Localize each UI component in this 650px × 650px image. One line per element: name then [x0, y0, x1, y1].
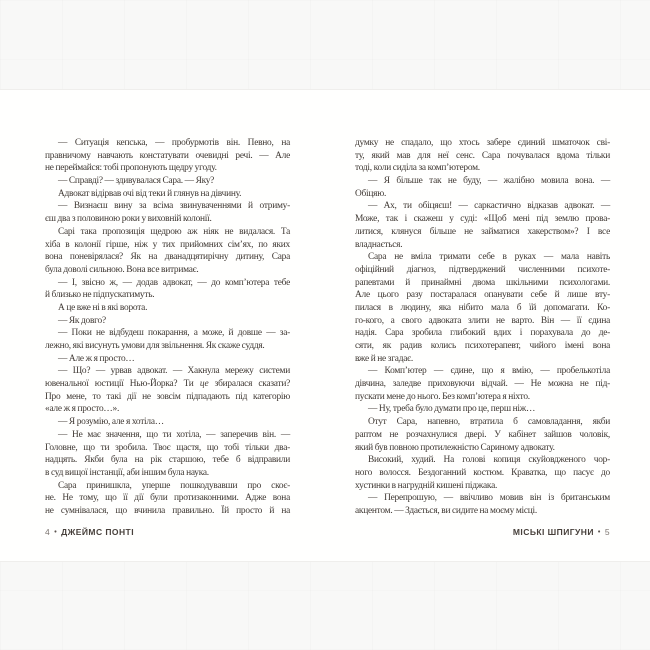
- text-line: — Справді? — здивувалася Сара. — Яку?: [58, 176, 215, 187]
- text-line: А це вже ні в які ворота.: [58, 302, 148, 313]
- footer-separator-icon: •: [54, 529, 58, 536]
- text-line: офіційний діагноз, підтверджений численними психоте-: [355, 264, 610, 275]
- text-line: — Не має значення, що ти хотіла, — заперечив він. —: [58, 429, 290, 440]
- text-line: Сарі така пропозиція щедрою аж ніяк не видалася. Та: [58, 226, 290, 237]
- book-spread: [0, 89, 650, 562]
- page-left-footer: [45, 527, 134, 537]
- text-line: не сумнівалася, що вчинила правильно. Їй просто й на: [45, 505, 290, 516]
- text-line: Високий, худий. На голові копиця скуйовдженого чор-: [368, 455, 610, 466]
- book-title: МІСЬКІ ШПИГУНИ: [512, 527, 594, 537]
- text-line: думку не спадало, що хтось забере єдиний шматочок сві-: [355, 138, 610, 148]
- text-line: хіба в колонії гірше, ніж у тих прийомних сім’ях, по яких: [45, 239, 290, 250]
- author-name: ДЖЕЙМС ПОНТІ: [61, 527, 135, 537]
- text-line: пускати мене до нього. Без комп’ютера я ніхто.: [355, 391, 530, 402]
- text-line: Може, так і скажеш у суді: «Щоб мені під землю прова-: [355, 214, 610, 225]
- text-line: — Ах, ти обіцяєш! — саркастично відказав адвокат. —: [368, 201, 610, 212]
- text-line: рапевтами й принаймні двома шкільними психологами.: [355, 277, 610, 288]
- text-line: вона поневірялася? Як на дванадцятирічну дитину, Сара: [45, 252, 290, 263]
- page-number-left: 4: [45, 527, 51, 537]
- text-line: Головне, що ти зробила. Твоє щастя, що тобі тільки два-: [45, 442, 290, 453]
- text-line: ного волосся. Бездоганний костюм. Краватка, що пасує до: [355, 467, 610, 478]
- text-line: Сара не вміла тримати себе в руках — мала навіть: [368, 252, 610, 263]
- text-line: тоді, коли сиділа за комп’ютером.: [355, 163, 480, 174]
- text-line: — Поки не відбудеш покарання, а може, й довше — за-: [58, 328, 290, 339]
- text-line: ту, який мав для неї сенс. Сара почувалася вдома тільки: [355, 150, 610, 161]
- page-left[interactable]: [45, 90, 290, 561]
- page-right[interactable]: [355, 90, 610, 561]
- page-number-right: 5: [604, 527, 610, 537]
- text-line: не. Не тому, що її дії були протизаконними. Адже вона: [45, 493, 290, 504]
- text-line: — Я більше так не буду, — жалібно мовила вона. —: [368, 176, 610, 187]
- footer-separator-icon: •: [597, 529, 601, 536]
- text-line: надцять. Якби була на рік старшою, тебе б відправили: [45, 455, 290, 466]
- text-line: сяти, як радив колись психотерапевт, чийого імені вона: [355, 341, 610, 351]
- text-line: лежно, які висунуть умови для звільнення. Як скаже суддя.: [45, 341, 265, 351]
- text-line: владнається.: [355, 239, 403, 250]
- text-line: дівчина, заледве приховуючи відчай. — Не можна не під-: [355, 379, 610, 390]
- text-line: Обіцяю.: [355, 188, 387, 199]
- text-line: Але цього разу постаралася опанувати себе й лише вту-: [355, 290, 610, 301]
- text-line: в суд вищої інстанції, аби іншим була наука.: [45, 467, 209, 478]
- text-line: — Але ж я просто…: [58, 353, 135, 364]
- text-line: ювенальної юстиції Нью-Йорка? Ти це збиралася сказати?: [45, 379, 291, 390]
- text-line: — Ну, треба було думати про це, перш ніж…: [368, 404, 536, 415]
- text-line: литися, клянуся більше не займатися хакерством»? І все: [355, 226, 610, 237]
- text-line: Адвокат відірвав очі від теки й глянув на дівчину.: [58, 188, 242, 199]
- text-line: хустинки в нагрудній кишені піджака.: [355, 480, 498, 491]
- text-line: Сара принишкла, уперше пошкодувавши про скоє-: [58, 480, 290, 491]
- text-line: вже й не згадає.: [355, 353, 414, 364]
- text-line: Про мене, то такі дії не зовсім підпадають під категорію: [45, 391, 290, 402]
- text-line: — Ситуація кепська, — пробурмотів він. Певно, на: [58, 138, 290, 148]
- text-line: раптом не розчахнулися двері. У кабінет зайшов чоловік,: [355, 429, 610, 440]
- text-line: який був повною протилежністю Сариному адвокату.: [355, 442, 555, 453]
- text-line: пилася в людину, яка нібито мала б їй допомагати. Ко-: [355, 302, 610, 313]
- text-line: не переймайся: тобі пропонують щедру угоду.: [45, 163, 217, 174]
- page-right-text: [355, 137, 610, 518]
- text-line: — Комп’ютер — єдине, що я вмію, — пробелькотіла: [368, 366, 610, 377]
- text-line: — Що? — урвав адвокат. — Хакнула мережу системи: [58, 366, 290, 377]
- text-line: правничому навчають констатувати очевидні речі. — Але: [45, 150, 290, 161]
- text-line: — Я розумію, але я хотіла…: [58, 417, 164, 428]
- text-line: — І, звісно ж, — додав адвокат, — до комп’ютера тебе: [58, 277, 290, 288]
- text-line: «але ж я просто…».: [45, 404, 120, 415]
- text-line: акцентом. — Здається, ви сидите на моєму місці.: [355, 505, 537, 516]
- text-line: була доволі сильною. Вона все витримає.: [45, 264, 199, 275]
- text-line: — Перепрошую, — ввічливо мовив він із британським: [368, 493, 610, 504]
- text-line: го-кого, а свого адвоката злити не варто. Він — її єдина: [355, 315, 610, 326]
- text-line: й близько не підпускатимуть.: [45, 290, 155, 301]
- text-line: Отут Сара, напевно, втратила б самовладання, якби: [368, 417, 610, 428]
- page-right-footer: [513, 527, 610, 537]
- text-line: надія. Сара зробила глибокий вдих і порахувала до де-: [355, 328, 610, 339]
- text-line: — Як довго?: [58, 315, 106, 326]
- text-line: — Визнаєш вину за всіма звинуваченнями й отриму-: [58, 201, 290, 212]
- text-line: єш два з половиною роки у виховній колонії.: [45, 214, 212, 225]
- page-left-text: [45, 137, 290, 518]
